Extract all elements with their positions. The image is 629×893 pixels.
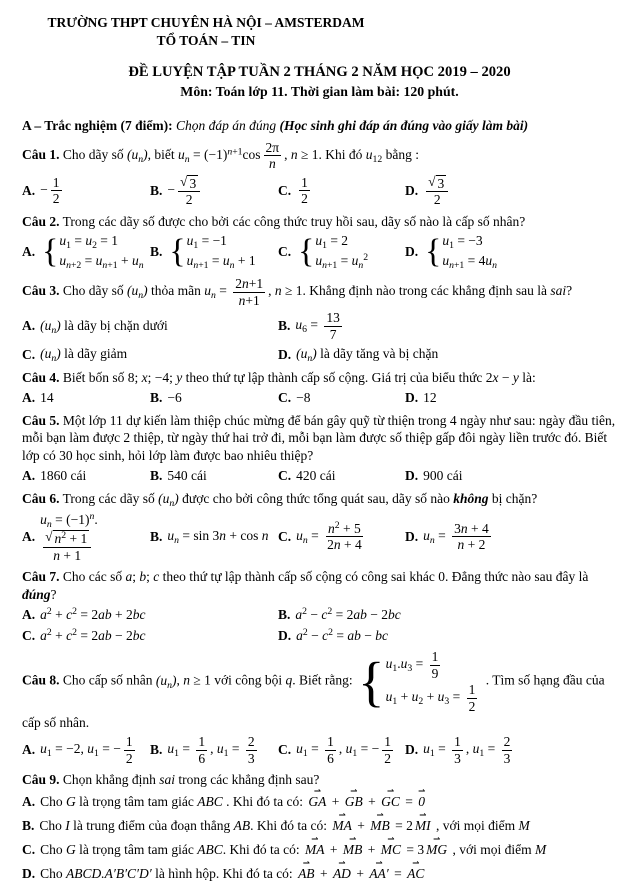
option-B	[22, 816, 617, 837]
option-A	[22, 734, 150, 766]
option-text: 540 cái	[167, 467, 207, 483]
option-label: B.	[150, 742, 163, 758]
option-label: C.	[278, 182, 292, 198]
option-text: − $\frac{1}{2}$	[40, 174, 60, 207]
option-D	[405, 521, 617, 553]
question-6-stem: Câu 6. Trong các dãy số $(u_n)$ được cho bởi công thức tổng quát sau, dãy số nào không bị chặn?	[22, 490, 538, 509]
option-text: $u_1 = -2$, $u_1$ = − $\frac{1}{2}$	[40, 734, 133, 766]
option-D	[405, 734, 617, 766]
option-D	[22, 864, 617, 885]
option-A	[22, 606, 278, 624]
option-text: $(u_n)$ là dãy tăng và bị chặn	[296, 346, 439, 365]
option-label: A.	[22, 794, 36, 810]
option-label: D.	[405, 528, 419, 544]
option-C	[278, 734, 405, 766]
option-D	[405, 467, 617, 485]
option-label: A.	[22, 389, 36, 405]
option-label: C.	[278, 243, 292, 259]
option-text: − √ 3 2	[167, 174, 203, 208]
option-label: B.	[150, 182, 163, 198]
option-A	[22, 175, 150, 207]
question-4-stem: Câu 4. Biết bốn số 8; x; −4; y theo thứ tự lập thành cấp số cộng. Giá trị của biểu thức 2x − y là:	[22, 369, 536, 385]
question-7	[22, 568, 617, 644]
title-block	[22, 63, 617, 101]
question-7-options	[22, 606, 617, 645]
option-label: D.	[405, 182, 419, 198]
question-1	[22, 140, 617, 208]
option-label: B.	[150, 389, 163, 405]
option-text: $u_n = (-1)^n$. √ $n^2 + 1$ n + 1	[40, 510, 98, 563]
document-header	[22, 14, 390, 50]
question-1-stem: Câu 1. Cho dãy số $(u_n)$, biết $u_n = (-1)^{n+1}\cos$ $\frac{2\pi}{n}$ , n ≥ 1. Khi đó $u_{12}$ bằng :	[22, 139, 419, 172]
option-A	[22, 232, 150, 271]
option-B	[150, 174, 278, 208]
question-8-stem: Câu 8. Cho cấp số nhân $(u_n)$, n ≥ 1 với công bội q. Biết rằng: { $u_1.u_3$ = $\frac{1}{9}$ $u_1 + u_2 + u_3$ = $\frac{1}{2}$ . Tìm số hạng đầu của cấp số nhân.	[22, 649, 605, 731]
question-6-options	[22, 511, 617, 563]
option-C	[278, 389, 405, 407]
option-label: C.	[278, 528, 292, 544]
option-label: B.	[150, 243, 163, 259]
option-C	[278, 467, 405, 485]
option-label: D.	[405, 389, 419, 405]
option-label: B.	[150, 528, 163, 544]
option-label: A.	[22, 243, 36, 259]
option-label: D.	[405, 467, 419, 483]
option-text: 1860 cái	[40, 467, 87, 483]
option-B	[150, 734, 278, 766]
option-label: A.	[22, 606, 36, 622]
option-B	[150, 232, 278, 271]
option-text: $(u_n)$ là dãy bị chặn dưới	[40, 317, 168, 336]
option-text: $a^2 - c^2 = 2ab - 2bc$	[295, 605, 401, 622]
option-label: B.	[278, 318, 291, 334]
question-2-stem: Câu 2. Trong các dãy số được cho bởi các công thức truy hồi sau, dãy số nào là cấp số nhân?	[22, 213, 526, 229]
option-text: { $u_1 = 2$ $u_{n+1} = u_n^2$	[298, 232, 369, 272]
option-D	[405, 232, 617, 271]
question-8	[22, 649, 617, 766]
question-9-stem: Câu 9. Chọn khẳng định sai trong các khẳng định sau?	[22, 772, 320, 788]
question-5	[22, 412, 617, 485]
question-7-stem: Câu 7. Cho các số a; b; c theo thứ tự lập thành cấp số cộng có công sai khác 0. Đẳng thức nào sau đây là đúng?	[22, 569, 589, 602]
question-2	[22, 213, 617, 271]
option-D	[405, 389, 617, 407]
option-B	[278, 310, 617, 342]
option-C	[278, 521, 405, 553]
option-text: Cho ABCD.A′B′C′D′ là hình hộp. Khi đó ta có: AB ⇀ + AD ⇀ + AA′ ⇀ = AC ⇀	[40, 864, 426, 885]
option-A	[22, 792, 617, 813]
option-C	[278, 175, 405, 207]
option-D	[405, 174, 617, 208]
option-A	[22, 317, 278, 336]
option-A	[22, 389, 150, 407]
option-text: −6	[167, 389, 182, 405]
question-9-options	[22, 792, 617, 885]
option-label: B.	[278, 606, 291, 622]
option-label: D.	[405, 742, 419, 758]
option-D	[278, 345, 617, 364]
question-9	[22, 771, 617, 885]
question-2-options	[22, 232, 617, 271]
option-text: √ 3 2	[423, 174, 451, 208]
option-label: D.	[405, 243, 419, 259]
option-label: A.	[22, 742, 36, 758]
option-label: D.	[22, 865, 36, 881]
option-text: { $u_1 = -3$ $u_{n+1} = 4u_n$	[425, 232, 498, 272]
question-3-stem: Câu 3. Cho dãy số $(u_n)$ thỏa mãn $u_n$ = $\frac{2n+1}{n+1}$ , n ≥ 1. Khẳng định nào trong các khẳng định sau là sai?	[22, 276, 573, 308]
option-C	[22, 345, 278, 364]
option-text: $\frac{1}{2}$	[301, 174, 308, 207]
option-text: 12	[423, 389, 437, 405]
option-text: $u_n$ = $\frac{n^2 + 5}{2n + 4}$	[296, 519, 362, 553]
option-A	[22, 511, 150, 563]
option-label: C.	[22, 841, 36, 857]
option-text: −8	[296, 389, 311, 405]
option-label: C.	[278, 467, 292, 483]
question-1-options	[22, 174, 617, 208]
option-C	[278, 232, 405, 271]
option-D	[278, 627, 617, 645]
option-text: $u_1$ = $\frac{1}{3}$ , $u_1$ = $\frac{2}{3}$	[423, 734, 511, 766]
question-8-options	[22, 734, 617, 766]
option-text: $u_1$ = $\frac{1}{6}$ , $u_1$ = $\frac{2}{3}$	[167, 734, 255, 766]
option-text: $a^2 - c^2$ = ab − bc	[296, 626, 388, 643]
department-name: TỔ TOÁN – TIN	[156, 32, 256, 48]
question-3	[22, 276, 617, 364]
option-label: A.	[22, 467, 36, 483]
exam-title: ĐỀ LUYỆN TẬP TUẦN 2 THÁNG 2 NĂM HỌC 2019 – 2020	[128, 63, 511, 80]
option-label: A.	[22, 182, 36, 198]
option-B	[150, 467, 278, 485]
option-label: C.	[22, 627, 36, 643]
option-text: { $u_1 = u_2 = 1$ $u_{n+2} = u_{n+1} + u_n$	[42, 232, 144, 272]
option-label: B.	[22, 817, 35, 833]
option-C	[22, 627, 278, 645]
question-5-stem: Câu 5. Một lớp 11 dự kiến làm thiệp chúc mừng để bán gây quỹ từ thiện trong 4 ngày như sau: ngày đầu tiên, mỗi bạn làm được 2 thiệp, từ ngày thứ hai trở đi, mỗi bạn làm được số thiệp gấp đôi ngày liền trước đó. Biết lớp có 30 học sinh, hỏi lớp làm được bao nhiêu thiệp?	[22, 412, 616, 464]
option-label: C.	[278, 389, 292, 405]
option-text: 900 cái	[423, 467, 463, 483]
option-B	[278, 606, 617, 624]
option-label: D.	[278, 627, 292, 643]
option-text: 14	[40, 389, 54, 405]
option-B	[150, 389, 278, 407]
question-6	[22, 490, 617, 563]
question-3-options	[22, 310, 617, 364]
option-text: { $u_1 = -1$ $u_{n+1} = u_n + 1$	[169, 232, 256, 272]
question-4	[22, 369, 617, 407]
option-label: A.	[22, 318, 36, 334]
option-text: Cho G là trọng tâm tam giác ABC . Khi đó ta có: GA ⇀ + GB ⇀ + GC ⇀ = 0 ⇀	[40, 792, 427, 813]
option-label: C.	[278, 742, 292, 758]
exam-subtitle: Môn: Toán lớp 11. Thời gian làm bài: 120 phút.	[180, 83, 459, 99]
option-text: $(u_n)$ là dãy giảm	[40, 346, 128, 365]
option-B	[150, 527, 278, 546]
option-text: 420 cái	[296, 467, 336, 483]
option-label: A.	[22, 528, 36, 544]
option-label: C.	[22, 346, 36, 362]
section-a-heading: A – Trắc nghiệm (7 điểm): Chọn đáp án đúng (Học sinh ghi đáp án đúng vào giấy làm bài)	[22, 118, 529, 134]
option-text: $a^2 + c^2 = 2ab - 2bc$	[40, 626, 146, 643]
option-C	[22, 840, 617, 861]
option-label: D.	[278, 346, 292, 362]
option-text: Cho I là trung điểm của đoạn thẳng AB. Khi đó ta có: MA ⇀ + MB ⇀ = 2 MI ⇀ , với mọi điểm M	[39, 816, 529, 837]
school-name: TRƯỜNG THPT CHUYÊN HÀ NỘI – AMSTERDAM	[47, 15, 365, 30]
option-text: $u_6$ = $\frac{13}{7}$	[295, 310, 340, 342]
option-text: $u_n = \sin 3n + \cos n$	[167, 528, 269, 547]
option-text: $a^2 + c^2 = 2ab + 2bc$	[40, 605, 146, 622]
option-text: $u_n$ = $\frac{3n + 4}{n + 2}$	[423, 520, 489, 553]
question-5-options	[22, 467, 617, 485]
option-text: Cho G là trọng tâm tam giác ABC. Khi đó ta có: MA ⇀ + MB ⇀ + MC ⇀ = 3 MG ⇀ , với mọi điểm M	[40, 840, 546, 861]
option-A	[22, 467, 150, 485]
option-label: B.	[150, 467, 163, 483]
question-4-options	[22, 389, 617, 407]
option-text: $u_1$ = $\frac{1}{6}$ , $u_1$ = − $\frac{1}{2}$	[296, 734, 391, 766]
